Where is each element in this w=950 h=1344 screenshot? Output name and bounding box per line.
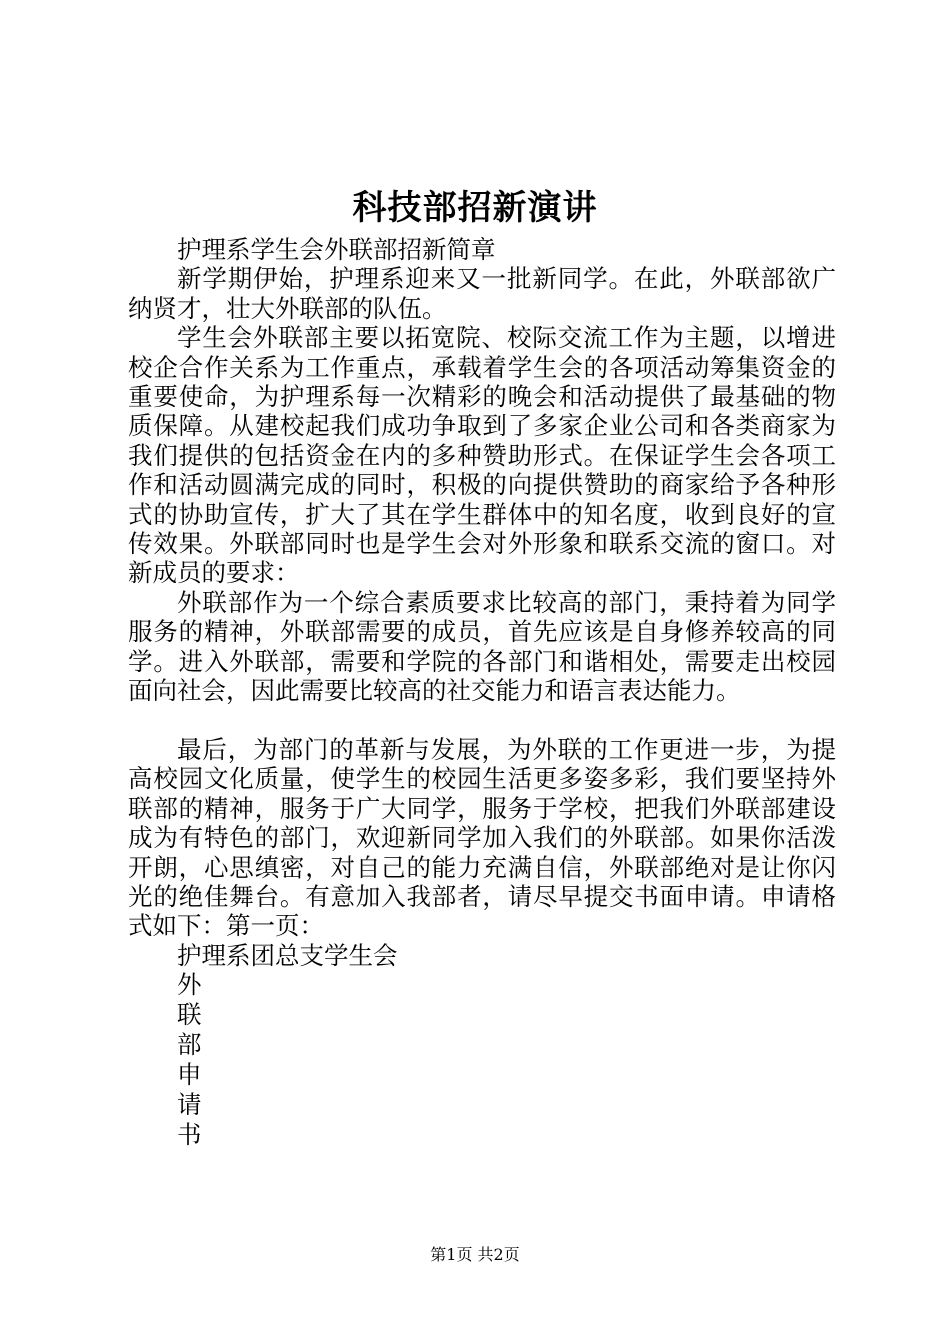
vertical-char: 外 [177,970,202,1000]
subtitle-heading: 护理系学生会外联部招新简章 [177,235,496,264]
paragraph-closing: 最后，为部门的革新与发展，为外联的工作更进一步，为提高校园文化质量，使学生的校园生活更多姿多彩，我们要坚持外联部的精神，服务于广大同学，服务于学校，把我们外联部建设成为有特色的部门，欢迎新同学加入我们的外联部。如果你活泼开朗，心思缜密，对自己的能力充满自信，外联部绝对是让你闪光的绝佳舞台。有意加入我部者，请尽早提交书面申请。申请格式如下：第一页： [128,734,836,941]
vertical-title [128,970,836,1150]
vertical-char: 请 [177,1090,202,1120]
paragraph-intro: 新学期伊始，护理系迎来又一批新同学。在此，外联部欲广纳贤才，壮大外联部的队伍。 [128,264,836,323]
paragraph-gap [128,706,836,735]
vertical-char: 部 [177,1030,202,1060]
org-line: 护理系团总支学生会 [177,940,398,970]
vertical-char: 联 [177,1000,202,1030]
document-body [128,235,836,1150]
vertical-char: 书 [177,1120,202,1150]
paragraph-department: 学生会外联部主要以拓宽院、校际交流工作为主题，以增进校企合作关系为工作重点，承载着学生会的各项活动筹集资金的重要使命，为护理系每一次精彩的晚会和活动提供了最基础的物质保障。从建校起我们成功争取到了多家企业公司和各类商家为我们提供的包括资金在内的多种赞助形式。在保证学生会各项工作和活动圆满完成的同时，积极的向提供赞助的商家给予各种形式的协助宣传，扩大了其在学生群体中的知名度，收到良好的宣传效果。外联部同时也是学生会对外形象和联系交流的窗口。对新成员的要求： [128,323,836,588]
vertical-char: 申 [177,1060,202,1090]
page-footer: 第1页 共2页 [430,1245,520,1264]
document-title: 科技部招新演讲 [352,188,598,228]
paragraph-requirements: 外联部作为一个综合素质要求比较高的部门，秉持着为同学服务的精神，外联部需要的成员，首先应该是自身修养较高的同学。进入外联部，需要和学院的各部门和谐相处，需要走出校园面向社会，因此需要比较高的社交能力和语言表达能力。 [128,587,836,706]
